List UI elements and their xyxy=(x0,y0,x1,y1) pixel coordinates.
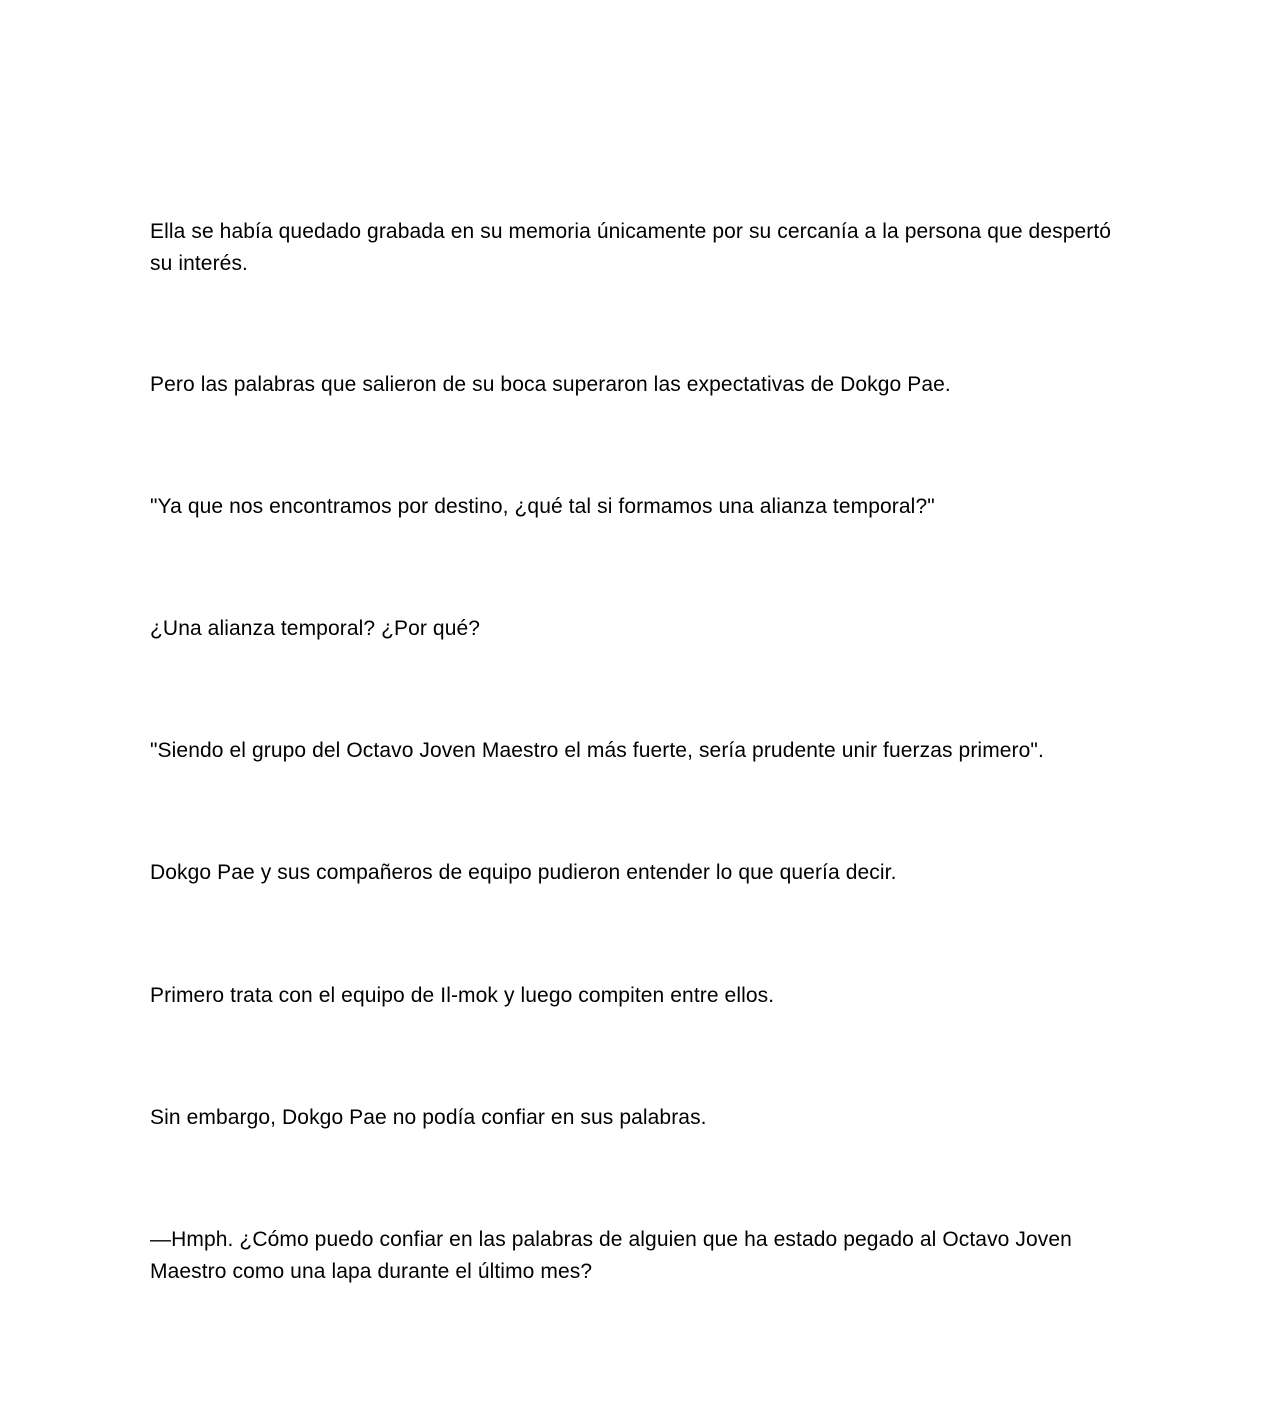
paragraph: Primero trata con el equipo de Il-mok y luego compiten entre ellos. xyxy=(150,984,775,1007)
paragraph: Ella se había quedado grabada en su memoria únicamente por su cercanía a la persona que despertó su interés. xyxy=(150,220,1112,275)
paragraph: "Siendo el grupo del Octavo Joven Maestro el más fuerte, sería prudente unir fuerzas primero". xyxy=(150,739,1044,762)
paragraph: Pero las palabras que salieron de su boca superaron las expectativas de Dokgo Pae. xyxy=(150,373,951,396)
paragraph: Sin embargo, Dokgo Pae no podía confiar en sus palabras. xyxy=(150,1106,707,1129)
paragraph: —Hmph. ¿Cómo puedo confiar en las palabras de alguien que ha estado pegado al Octavo Joven Maestro como una lapa durante el último mes? xyxy=(150,1228,1072,1283)
paragraph: "Ya que nos encontramos por destino, ¿qué tal si formamos una alianza temporal?" xyxy=(150,495,935,518)
paragraph: Dokgo Pae y sus compañeros de equipo pudieron entender lo que quería decir. xyxy=(150,861,897,884)
paragraph: ¿Una alianza temporal? ¿Por qué? xyxy=(150,617,481,640)
